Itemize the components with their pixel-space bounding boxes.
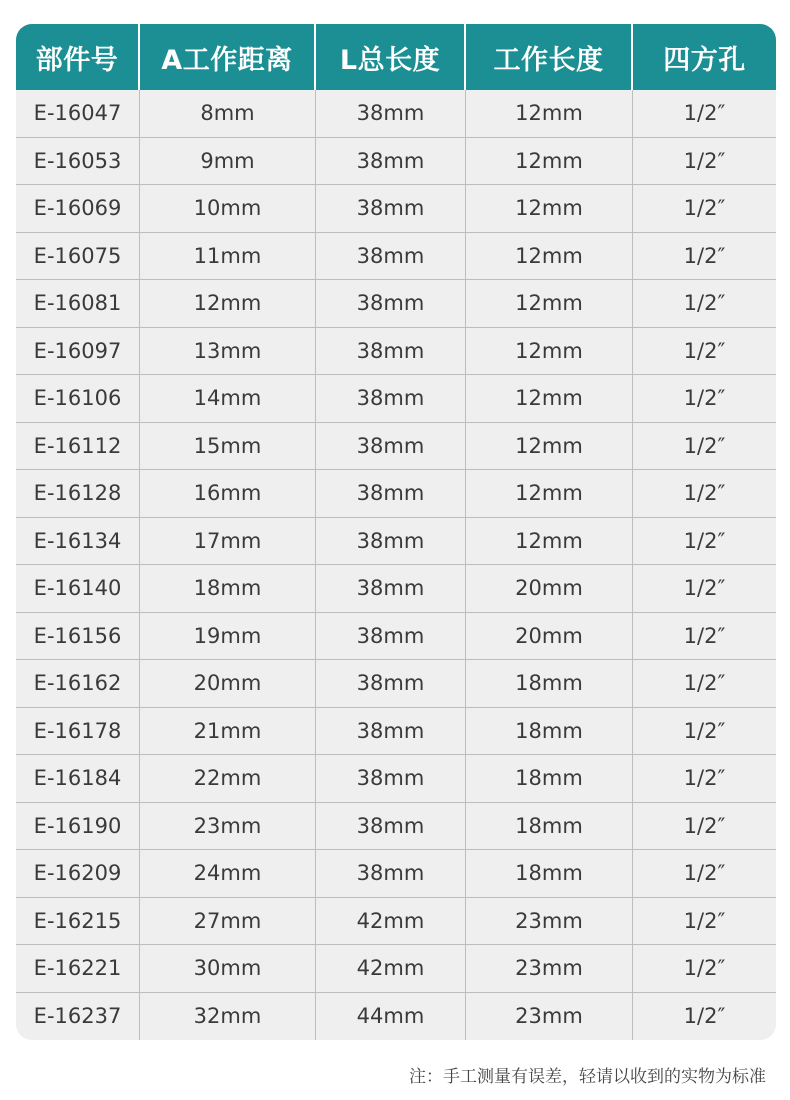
cell-part-number: E-16178	[16, 708, 140, 755]
cell-part-number: E-16215	[16, 898, 140, 945]
cell-part-number: E-16128	[16, 470, 140, 517]
table-row	[16, 470, 776, 518]
cell-working-length: 18mm	[466, 755, 633, 802]
cell-part-number: E-16221	[16, 945, 140, 992]
cell-working-distance: 21mm	[140, 708, 316, 755]
measurement-note: 注：手工测量有误差，轻请以收到的实物为标准	[409, 1067, 766, 1087]
cell-square-drive: 1/2″	[683, 908, 726, 933]
cell-total-length: 38mm	[316, 518, 466, 565]
cell-part-number: E-16134	[16, 518, 140, 565]
cell-square-drive: 1/2″	[683, 148, 726, 173]
cell-total-length: 38mm	[316, 850, 466, 897]
cell-working-length: 12mm	[466, 185, 633, 232]
cell-part-number: E-16112	[16, 423, 140, 470]
cell-working-distance: 11mm	[140, 233, 316, 280]
cell-working-distance: 15mm	[140, 423, 316, 470]
cell-working-length: 18mm	[466, 708, 633, 755]
header-part-number: 部件号	[16, 24, 140, 90]
cell-square-drive: 1/2″	[683, 766, 726, 791]
cell-square-drive: 1/2″	[683, 576, 726, 601]
cell-working-distance: 30mm	[140, 945, 316, 992]
cell-square-drive: 1/2″	[683, 101, 726, 126]
cell-working-length: 12mm	[466, 280, 633, 327]
table-row	[16, 280, 776, 328]
cell-working-length: 23mm	[466, 945, 633, 992]
cell-square-drive: 1/2″	[683, 956, 726, 981]
table-row	[16, 90, 776, 138]
cell-part-number: E-16237	[16, 993, 140, 1041]
cell-total-length: 38mm	[316, 280, 466, 327]
cell-working-length: 12mm	[466, 233, 633, 280]
table-row	[16, 945, 776, 993]
cell-working-length: 18mm	[466, 850, 633, 897]
table-row	[16, 328, 776, 376]
cell-working-distance: 20mm	[140, 660, 316, 707]
cell-working-length: 20mm	[466, 613, 633, 660]
table-row	[16, 803, 776, 851]
cell-square-drive: 1/2″	[683, 623, 726, 648]
cell-total-length: 38mm	[316, 660, 466, 707]
cell-square-drive: 1/2″	[683, 481, 726, 506]
cell-part-number: E-16140	[16, 565, 140, 612]
cell-total-length: 38mm	[316, 233, 466, 280]
cell-total-length: 44mm	[316, 993, 466, 1041]
cell-working-distance: 14mm	[140, 375, 316, 422]
cell-working-distance: 23mm	[140, 803, 316, 850]
cell-working-length: 18mm	[466, 660, 633, 707]
table-row	[16, 993, 776, 1041]
cell-total-length: 38mm	[316, 375, 466, 422]
cell-part-number: E-16190	[16, 803, 140, 850]
cell-total-length: 38mm	[316, 90, 466, 137]
cell-total-length: 38mm	[316, 803, 466, 850]
cell-working-length: 18mm	[466, 803, 633, 850]
cell-total-length: 38mm	[316, 613, 466, 660]
cell-total-length: 42mm	[316, 898, 466, 945]
cell-working-distance: 17mm	[140, 518, 316, 565]
cell-part-number: E-16184	[16, 755, 140, 802]
table-row	[16, 708, 776, 756]
table-row	[16, 375, 776, 423]
cell-part-number: E-16081	[16, 280, 140, 327]
cell-square-drive: 1/2″	[683, 718, 726, 743]
cell-working-length: 12mm	[466, 328, 633, 375]
cell-square-drive: 1/2″	[683, 1004, 726, 1029]
cell-part-number: E-16162	[16, 660, 140, 707]
cell-working-distance: 22mm	[140, 755, 316, 802]
cell-working-distance: 19mm	[140, 613, 316, 660]
cell-working-distance: 8mm	[140, 90, 316, 137]
cell-working-distance: 24mm	[140, 850, 316, 897]
cell-working-length: 12mm	[466, 90, 633, 137]
cell-working-distance: 13mm	[140, 328, 316, 375]
cell-working-distance: 32mm	[140, 993, 316, 1041]
table-row	[16, 185, 776, 233]
cell-working-length: 12mm	[466, 375, 633, 422]
cell-total-length: 38mm	[316, 708, 466, 755]
cell-part-number: E-16053	[16, 138, 140, 185]
cell-square-drive: 1/2″	[683, 386, 726, 411]
cell-working-length: 12mm	[466, 470, 633, 517]
cell-working-distance: 27mm	[140, 898, 316, 945]
table-row	[16, 898, 776, 946]
cell-part-number: E-16156	[16, 613, 140, 660]
cell-square-drive: 1/2″	[683, 338, 726, 363]
cell-square-drive: 1/2″	[683, 861, 726, 886]
table-row	[16, 565, 776, 613]
cell-working-length: 12mm	[466, 423, 633, 470]
cell-total-length: 38mm	[316, 423, 466, 470]
table-row	[16, 233, 776, 281]
cell-working-distance: 12mm	[140, 280, 316, 327]
cell-part-number: E-16069	[16, 185, 140, 232]
table-row	[16, 755, 776, 803]
cell-working-length: 12mm	[466, 518, 633, 565]
cell-square-drive: 1/2″	[683, 671, 726, 696]
cell-square-drive: 1/2″	[683, 243, 726, 268]
cell-working-length: 23mm	[466, 993, 633, 1041]
cell-working-distance: 9mm	[140, 138, 316, 185]
cell-total-length: 38mm	[316, 138, 466, 185]
cell-working-length: 23mm	[466, 898, 633, 945]
cell-part-number: E-16209	[16, 850, 140, 897]
cell-working-length: 20mm	[466, 565, 633, 612]
cell-square-drive: 1/2″	[683, 528, 726, 553]
table-row	[16, 660, 776, 708]
cell-total-length: 42mm	[316, 945, 466, 992]
table-header-row	[16, 24, 776, 90]
table-row	[16, 518, 776, 566]
table-row	[16, 138, 776, 186]
cell-square-drive: 1/2″	[683, 291, 726, 316]
header-square-drive: 四方孔	[663, 44, 746, 76]
cell-working-distance: 18mm	[140, 565, 316, 612]
cell-working-distance: 16mm	[140, 470, 316, 517]
cell-total-length: 38mm	[316, 470, 466, 517]
cell-square-drive: 1/2″	[683, 196, 726, 221]
header-working-distance: A工作距离	[140, 24, 316, 90]
header-working-length: 工作长度	[466, 24, 633, 90]
cell-part-number: E-16047	[16, 90, 140, 137]
cell-total-length: 38mm	[316, 565, 466, 612]
cell-part-number: E-16075	[16, 233, 140, 280]
cell-part-number: E-16097	[16, 328, 140, 375]
table-row	[16, 613, 776, 661]
table-row	[16, 423, 776, 471]
cell-square-drive: 1/2″	[683, 813, 726, 838]
spec-table	[16, 24, 776, 1040]
cell-total-length: 38mm	[316, 328, 466, 375]
cell-total-length: 38mm	[316, 185, 466, 232]
header-total-length: L总长度	[316, 24, 466, 90]
cell-working-distance: 10mm	[140, 185, 316, 232]
cell-working-length: 12mm	[466, 138, 633, 185]
table-row	[16, 850, 776, 898]
cell-part-number: E-16106	[16, 375, 140, 422]
table-body	[16, 90, 776, 1040]
cell-total-length: 38mm	[316, 755, 466, 802]
cell-square-drive: 1/2″	[683, 433, 726, 458]
